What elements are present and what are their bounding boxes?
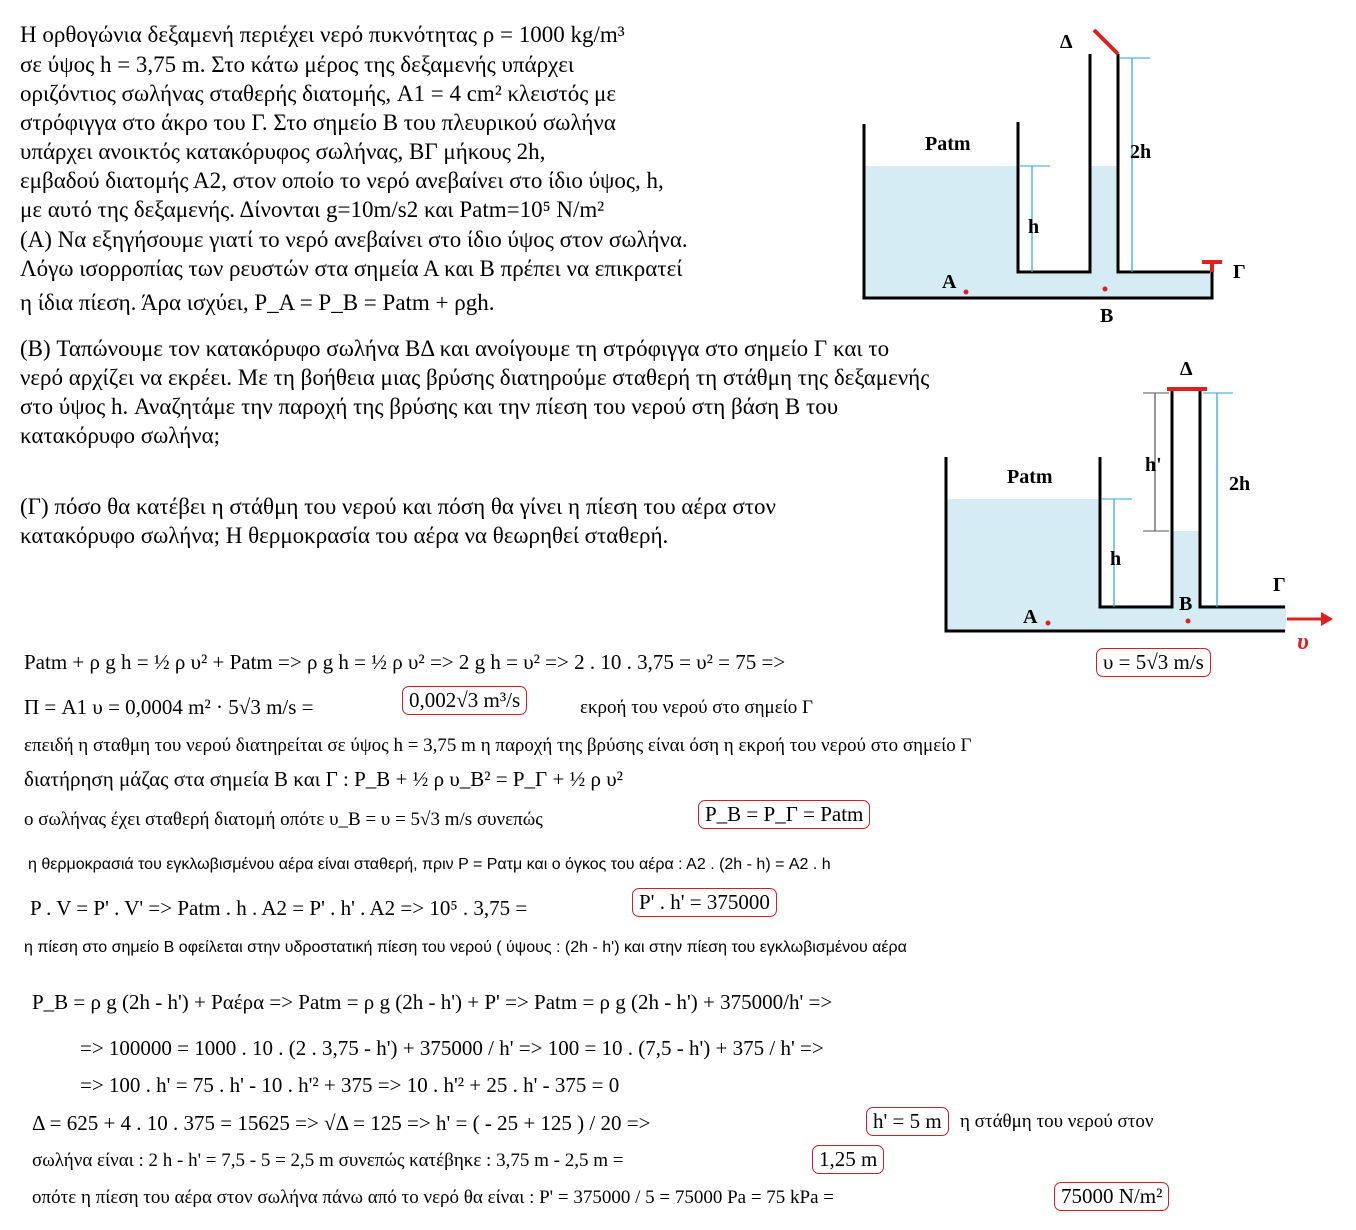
lid-open [1094, 30, 1118, 54]
label-a: A [1023, 606, 1038, 628]
result-level-drop: 1,25 m [812, 1145, 884, 1174]
label-h: h [1028, 216, 1040, 238]
result-velocity: υ = 5√3 m/s [1096, 648, 1211, 677]
part-a-line-3: η ίδια πίεση. Άρα ισχύει, P_A = P_B = Patm + ρgh. [20, 290, 495, 315]
point-a-dot [964, 290, 969, 295]
part-b-line-2: νερό αρχίζει να εκρέει. Με τη βοήθεια μιας βρύσης διατηρούμε σταθερή τη στάθμη της δεξαμενής [20, 365, 930, 390]
problem-line-3: οριζόντιος σωλήνας σταθερής διατομής, A1 = 4 cm² κλειστός με [20, 81, 617, 106]
label-patm: Patm [925, 133, 971, 155]
eq-boyle: P . V = P' . V' => Patm . h . A2 = P' . h' . A2 => 10⁵ . 3,75 = [30, 896, 528, 920]
eq-bernoulli-b-g: διατήρηση μάζας στα σημεία Β και Γ : P_B + ½ ρ υ_B² = P_Γ + ½ ρ υ² [24, 767, 623, 791]
problem-line-6: εμβαδού διατομής Α2, στον οποίο το νερό ανεβαίνει στο ίδιο ύψος, h, [20, 168, 664, 193]
result-pressure-b: P_B = P_Γ = Patm [698, 800, 870, 829]
tank-figure-2 [935, 355, 1355, 655]
label-h-prime: h' [1145, 454, 1162, 476]
point-b-dot [1103, 287, 1108, 292]
note-isothermal: η θερμοκρασιά του εγκλωβισμένου αέρα είναι σταθερή, πριν P = Ρατμ και ο όγκος του αέρα : Α2 . (2h - h) = A2 . h [28, 856, 831, 873]
eq-discriminant: Δ = 625 + 4 . 10 . 375 = 15625 => √Δ = 125 => h' = ( - 25 + 125 ) / 20 => [32, 1111, 651, 1135]
label-b: B [1179, 593, 1193, 615]
part-b-line-4: κατακόρυφο σωλήνα; [20, 423, 221, 448]
part-b-line-1: (B) Ταπώνουμε τον κατακόρυφο σωλήνα ΒΔ και ανοίγουμε τη στρόφιγγα στο σημείο Γ και το [20, 336, 890, 361]
result-h-prime: h' = 5 m [866, 1107, 949, 1136]
tank-inner-wall [1018, 54, 1090, 272]
label-patm: Patm [1007, 466, 1053, 488]
part-g-line-1: (Γ) πόσο θα κατέβει η στάθμη του νερού και πόση θα γίνει η πίεση του αέρα στον [20, 494, 776, 519]
label-delta: Δ [1060, 31, 1073, 53]
tank-figure-1 [850, 20, 1270, 330]
result-air-pressure: 75000 N/m² [1054, 1182, 1169, 1211]
note-pressure-b: η πίεση στο σημείο Β οφείλεται στην υδροστατική πίεση του νερού ( ύψους : (2h - h') και στην πίεση του εγκλωβισμένου αέρα [24, 939, 907, 956]
part-a-question: (A) Να εξηγήσουμε γιατί το νερό ανεβαίνει στο ίδιο ύψος στον σωλήνα. [20, 227, 688, 252]
label-h: h [1110, 548, 1122, 570]
eq-bernoulli: Patm + ρ g h = ½ ρ υ² + Patm => ρ g h = ½ ρ υ² => 2 g h = υ² => 2 . 10 . 3,75 = υ² = 75 => [24, 650, 786, 674]
point-a-dot [1046, 621, 1051, 626]
label-2h: 2h [1229, 473, 1251, 495]
part-g-line-2: κατακόρυφο σωλήνα; Η θερμοκρασία του αέρα να θεωρηθεί σταθερή. [20, 523, 669, 548]
eq-flow-rate-note: εκροή του νερού στο σημείο Γ [580, 697, 814, 718]
result-flow-rate: 0,002√3 m³/s [402, 686, 527, 715]
pipe-water [946, 605, 1286, 631]
part-b-line-3: στο ύψος h. Αναζητάμε την παροχή της βρύσης και την πίεση του νερού στη βάση Β του [20, 394, 839, 419]
eq-air-pressure: οπότε η πίεση του αέρα στον σωλήνα πάνω από το νερό θα είναι : P' = 375000 / 5 = 75000 Pa = 75 kPa = [32, 1187, 834, 1208]
flow-arrowhead [1321, 612, 1333, 626]
eq-pressure-b: P_B = ρ g (2h - h') + Ραέρα => Patm = ρ g (2h - h') + P' => Patm = ρ g (2h - h') + 375000/h' => [32, 990, 833, 1014]
label-b: B [1100, 305, 1114, 327]
eq-quadratic: => 100 . h' = 75 . h' - 10 . h'² + 375 => 10 . h'² + 25 . h' - 375 = 0 [80, 1073, 620, 1097]
problem-line-1: Η ορθογώνια δεξαμενή περιέχει νερό πυκνότητας ρ = 1000 kg/m³ [20, 22, 625, 47]
part-a-line-2: Λόγω ισορροπίας των ρευστών στα σημεία Α και Β πρέπει να επικρατεί [20, 256, 683, 281]
column-water [1090, 166, 1118, 276]
label-velocity: υ [1297, 629, 1309, 655]
label-a: A [942, 271, 957, 293]
tank-inner-wall [1100, 389, 1172, 607]
problem-line-4: στρόφιγγα στο άκρο του Γ. Στο σημείο Β του πλευρικού σωλήνα [20, 110, 616, 135]
problem-line-7: με αυτό της δεξαμενής. Δίνονται g=10m/s2 και Patm=10⁵ N/m² [20, 197, 605, 222]
pipe-water [864, 274, 1212, 298]
label-delta: Δ [1180, 358, 1193, 380]
problem-line-5: υπάρχει ανοικτός κατακόρυφος σωλήνας, ΒΓ μήκους 2h, [20, 139, 546, 164]
eq-discriminant-note: η στάθμη του νερού στον [960, 1111, 1154, 1132]
label-2h: 2h [1130, 141, 1152, 163]
point-b-dot [1186, 619, 1191, 624]
eq-flow-rate: Π = A1 υ = 0,0004 m² · 5√3 m/s = [24, 695, 314, 719]
result-boyle: P' . h' = 375000 [632, 888, 777, 917]
label-gamma: Γ [1273, 574, 1286, 596]
eq-substitution: => 100000 = 1000 . 10 . (2 . 3,75 - h') + 375000 / h' => 100 = 10 . (7,5 - h') + 375 / h' => [80, 1036, 824, 1060]
label-gamma: Γ [1233, 261, 1246, 283]
problem-line-2: σε ύψος h = 3,75 m. Στο κάτω μέρος της δεξαμενής υπάρχει [20, 52, 575, 77]
note-constant-section: ο σωλήνας έχει σταθερή διατομή οπότε υ_B = υ = 5√3 m/s συνεπώς [24, 809, 543, 830]
note-tap-flow: επειδή η σταθμη του νερού διατηρείται σε ύψος h = 3,75 m η παροχή της βρύσης είναι όση η εκροή του νερού στο σημείο Γ [24, 735, 972, 756]
eq-level-drop: σωλήνα είναι : 2 h - h' = 7,5 - 5 = 2,5 m συνεπώς κατέβηκε : 3,75 m - 2,5 m = [32, 1150, 624, 1171]
